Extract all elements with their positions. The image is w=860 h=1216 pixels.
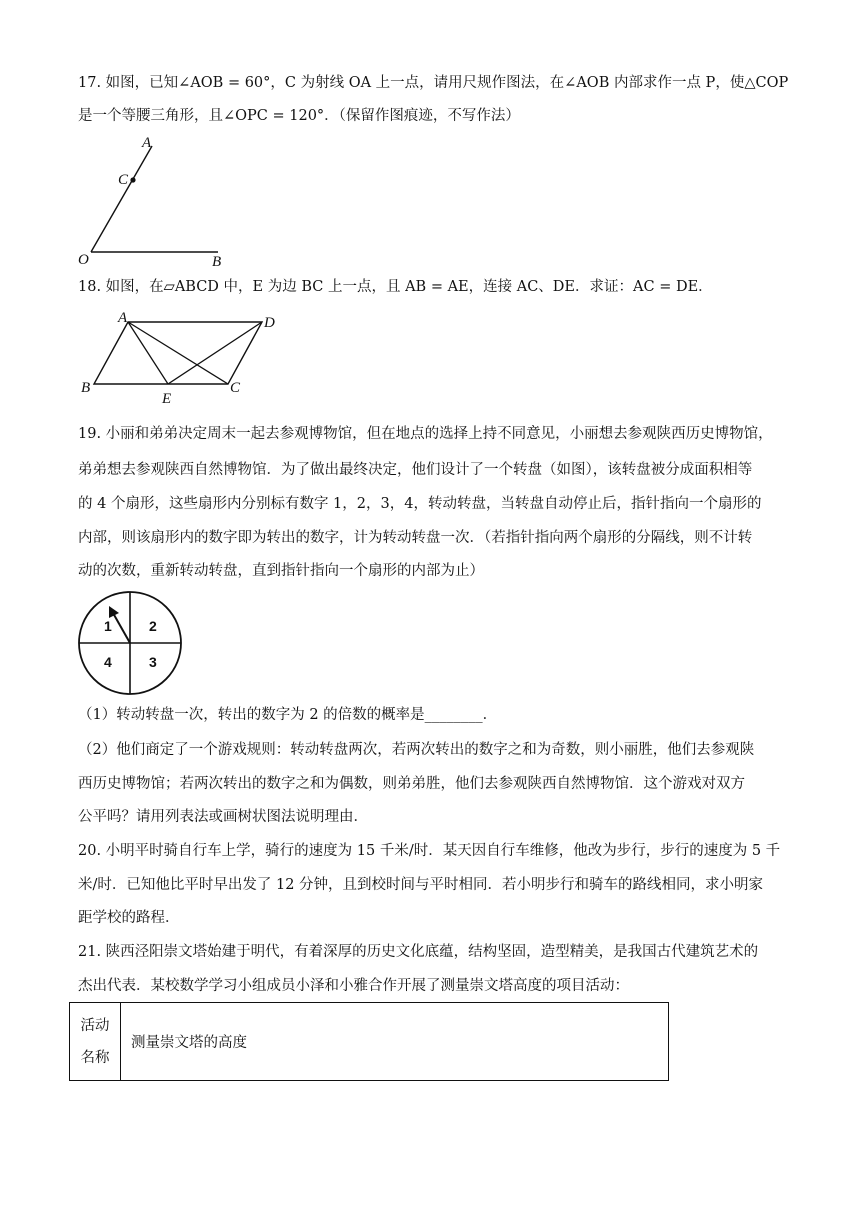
- header-line-2: 名称: [80, 1049, 110, 1066]
- q19-text-line-5: 动的次数，重新转动转盘，直到指针指向一个扇形的内部为止）: [78, 563, 484, 579]
- label-d: D: [264, 315, 275, 331]
- sector-label-2: 2: [149, 618, 157, 634]
- q21-text-line-2: 杰出代表．某校数学学习小组成员小泽和小雅合作开展了测量崇文塔高度的项目活动：: [78, 978, 629, 994]
- sector-label-3: 3: [149, 654, 157, 670]
- ray-oa: [91, 146, 152, 252]
- activity-table: [69, 1002, 669, 1081]
- q20-text-line-2: 米/时．已知他比平时早出发了 12 分钟，且到校时间与平时相同．若小明步行和骑车的路线相同，求小明家: [78, 877, 764, 893]
- q19-part2-line-3: 公平吗？请用列表法或画树状图法说明理由．: [78, 809, 368, 825]
- q17-text-line-2: 是一个等腰三角形，且∠OPC = 120°．（保留作图痕迹，不写作法）: [78, 108, 520, 124]
- q19-text-line-1: 19. 小丽和弟弟决定周末一起去参观博物馆，但在地点的选择上持不同意见，小丽想去参观陕西历史博物馆，: [78, 426, 773, 442]
- label-c: C: [118, 172, 129, 188]
- q20-text-line-1: 20. 小明平时骑自行车上学，骑行的速度为 15 千米/时．某天因自行车维修，他改为步行，步行的速度为 5 千: [78, 843, 781, 859]
- q20-text-line-3: 距学校的路程．: [78, 910, 180, 926]
- label-c: C: [230, 380, 241, 396]
- spinner-figure: [76, 590, 188, 702]
- segment-ae: [128, 322, 168, 384]
- q17-text-line-1: 17. 如图，已知∠AOB = 60°，C 为射线 OA 上一点，请用尺规作图法，在∠AOB 内部求作一点 P，使△COP: [78, 75, 789, 91]
- q19-text-line-2: 弟弟想去参观陕西自然博物馆．为了做出最终决定，他们设计了一个转盘（如图），该转盘被分成面积相等: [78, 462, 753, 478]
- q18-parallelogram-figure: [76, 308, 276, 408]
- label-e: E: [162, 391, 172, 407]
- label-o: O: [78, 252, 89, 268]
- label-b: B: [212, 254, 222, 269]
- activity-name-value: 测量崇文塔的高度: [121, 1003, 669, 1081]
- q19-text-line-4: 内部，则该扇形内的数字即为转出的数字，计为转动转盘一次．（若指针指向两个扇形的分隔线，则不计转: [78, 530, 753, 546]
- q19-part2-line-2: 西历史博物馆；若两次转出的数字之和为偶数，则弟弟胜，他们去参观陕西自然博物馆．这个游戏对双方: [78, 776, 745, 792]
- label-b: B: [81, 380, 91, 396]
- label-a: A: [118, 310, 128, 326]
- q19-part1: （1）转动转盘一次，转出的数字为 2 的倍数的概率是________．: [78, 707, 498, 723]
- q18-text-line-1: 18. 如图，在▱ABCD 中，E 为边 BC 上一点，且 AB = AE，连接 AC、DE．求证：AC = DE．: [78, 279, 713, 295]
- sector-label-1: 1: [104, 618, 112, 634]
- q21-text-line-1: 21. 陕西泾阳崇文塔始建于明代，有着深厚的历史文化底蕴，结构坚固，造型精美，是我国古代建筑艺术的: [78, 944, 759, 960]
- header-line-1: 活动: [80, 1017, 110, 1034]
- spinner-pointer: [113, 613, 130, 643]
- segment-ac: [128, 322, 228, 384]
- table-row: [70, 1003, 669, 1081]
- sector-label-4: 4: [104, 654, 112, 670]
- q19-part2-line-1: （2）他们商定了一个游戏规则：转动转盘两次，若两次转出的数字之和为奇数，则小丽胜，他们去参观陕: [78, 742, 755, 758]
- q17-angle-figure: [76, 134, 236, 269]
- activity-name-header: [70, 1003, 121, 1081]
- q19-text-line-3: 的 4 个扇形，这些扇形内分别标有数字 1，2，3，4，转动转盘，当转盘自动停止后，指针指向一个扇形的: [78, 496, 762, 512]
- segment-de: [168, 322, 262, 384]
- point-c: [130, 177, 135, 182]
- label-a: A: [142, 135, 152, 151]
